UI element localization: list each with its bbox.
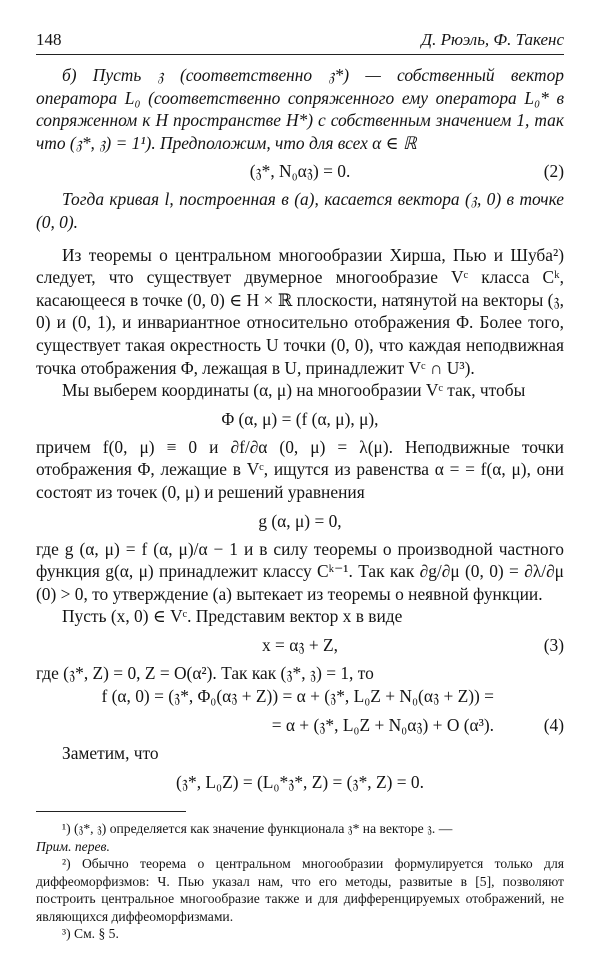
- equation-g: [36, 504, 564, 538]
- equation-4: [36, 708, 564, 742]
- equation-2-body: (𝔷*, N₀α𝔷) = 0.: [249, 161, 351, 182]
- page-number: 148: [36, 30, 62, 49]
- footnote-1-translator-note: Прим. перев.: [36, 838, 110, 854]
- equation-4-line-1: f (α, 0) = (𝔷*, Φ₀(α𝔷 + Z)) = α + (𝔷*, L₀Z + N₀(α𝔷 + Z)) =: [101, 686, 494, 707]
- equation-2-number: (2): [543, 161, 564, 182]
- equation-g-body: g (α, μ) = 0,: [258, 510, 342, 531]
- equation-phi-body: Φ (α, μ) = (f (α, μ), μ),: [221, 408, 379, 429]
- equation-4-number: (4): [543, 715, 564, 736]
- equation-phi: [36, 402, 564, 436]
- paragraph-center-manifold: Из теоремы о центральном многообразии Хирша, Пью и Шуба²) следует, что существует двумерное многообразие Vᶜ класса Cᵏ, касающееся в точке (0, 0) ∈ H × ℝ плоскости, натянутой на векторы (𝔷, 0) и (0, 1), и инвариантное относительно отображения Φ. Более того, существует такая окрестность U точки (0, 0), что каждая неподвижная точка отображения Φ, лежащая в U, принадлежит Vᶜ ∩ U³).: [36, 244, 564, 378]
- paragraph-coordinates: Мы выберем координаты (α, μ) на многообразии Vᶜ так, чтобы: [62, 380, 526, 401]
- paragraph-b-statement: б) Пусть 𝔷 (соответственно 𝔷*) — собственный вектор оператора L₀ (соответственно сопряженного ему оператора L₀* в сопряженном к H пространстве H*) с собственным значением 1, так что (𝔷*, 𝔷) = 1¹). Предположим, что для всех α ∈ ℝ: [36, 65, 564, 153]
- footnote-divider: [36, 811, 186, 812]
- paragraph-where: где (𝔷*, Z) = 0, Z = O(α²). Так как (𝔷*, 𝔷) = 1, то: [36, 662, 374, 683]
- page-header: [36, 26, 564, 55]
- footnote-1: [36, 820, 564, 838]
- page-body: [36, 64, 564, 943]
- equation-3-body: x = α𝔷 + Z,: [262, 634, 338, 655]
- footnote-1-text: ¹) (𝔷*, 𝔷) определяется как значение функционала 𝔷* на векторе 𝔷. —: [62, 821, 453, 837]
- equation-5: [36, 765, 564, 799]
- equation-2: [36, 154, 564, 188]
- paragraph-conclusion: Тогда кривая l, построенная в (а), касается вектора (𝔷, 0) в точке (0, 0).: [36, 189, 564, 232]
- footnote-3: ³) См. § 5.: [62, 926, 119, 942]
- paragraph-implicit-function: где g (α, μ) = f (α, μ)/α − 1 и в силу теоремы о производной частного функция g(α, μ) принадлежит классу Cᵏ⁻¹. Так как ∂g/∂μ (0, 0) = ∂λ/∂μ (0) > 0, то утверждение (а) вытекает из теоремы о неявной функции.: [36, 538, 564, 604]
- paragraph-note: Заметим, что: [62, 743, 159, 764]
- paragraph-fixed-points: причем f(0, μ) ≡ 0 и ∂f/∂α (0, μ) = λ(μ). Неподвижные точки отображения Φ, лежащие в Vᶜ, ищутся из равенства α = = f(α, μ), они состоят из точек (0, μ) и решений уравнения: [36, 436, 564, 502]
- equation-4-line-2: = α + (𝔷*, L₀Z + N₀α𝔷) + O (α³).: [271, 715, 494, 736]
- equation-5-body: (𝔷*, L₀Z) = (L₀*𝔷*, Z) = (𝔷*, Z) = 0.: [176, 772, 424, 793]
- running-head-authors: Д. Рюэль, Ф. Такенс: [421, 30, 564, 49]
- footnote-2: ²) Обычно теорема о центральном многообразии формулируется только для диффеоморфизмов: Ч. Пью указал нам, что его методы, развитые в [5], позволяют построить центральное многообразие также и для дифференцируемых отображений, не являющихся диффеоморфизмами.: [36, 856, 564, 924]
- equation-3: [36, 628, 564, 662]
- equation-3-number: (3): [543, 634, 564, 655]
- paragraph-vector-x: Пусть (x, 0) ∈ Vᶜ. Представим вектор x в виде: [62, 606, 403, 627]
